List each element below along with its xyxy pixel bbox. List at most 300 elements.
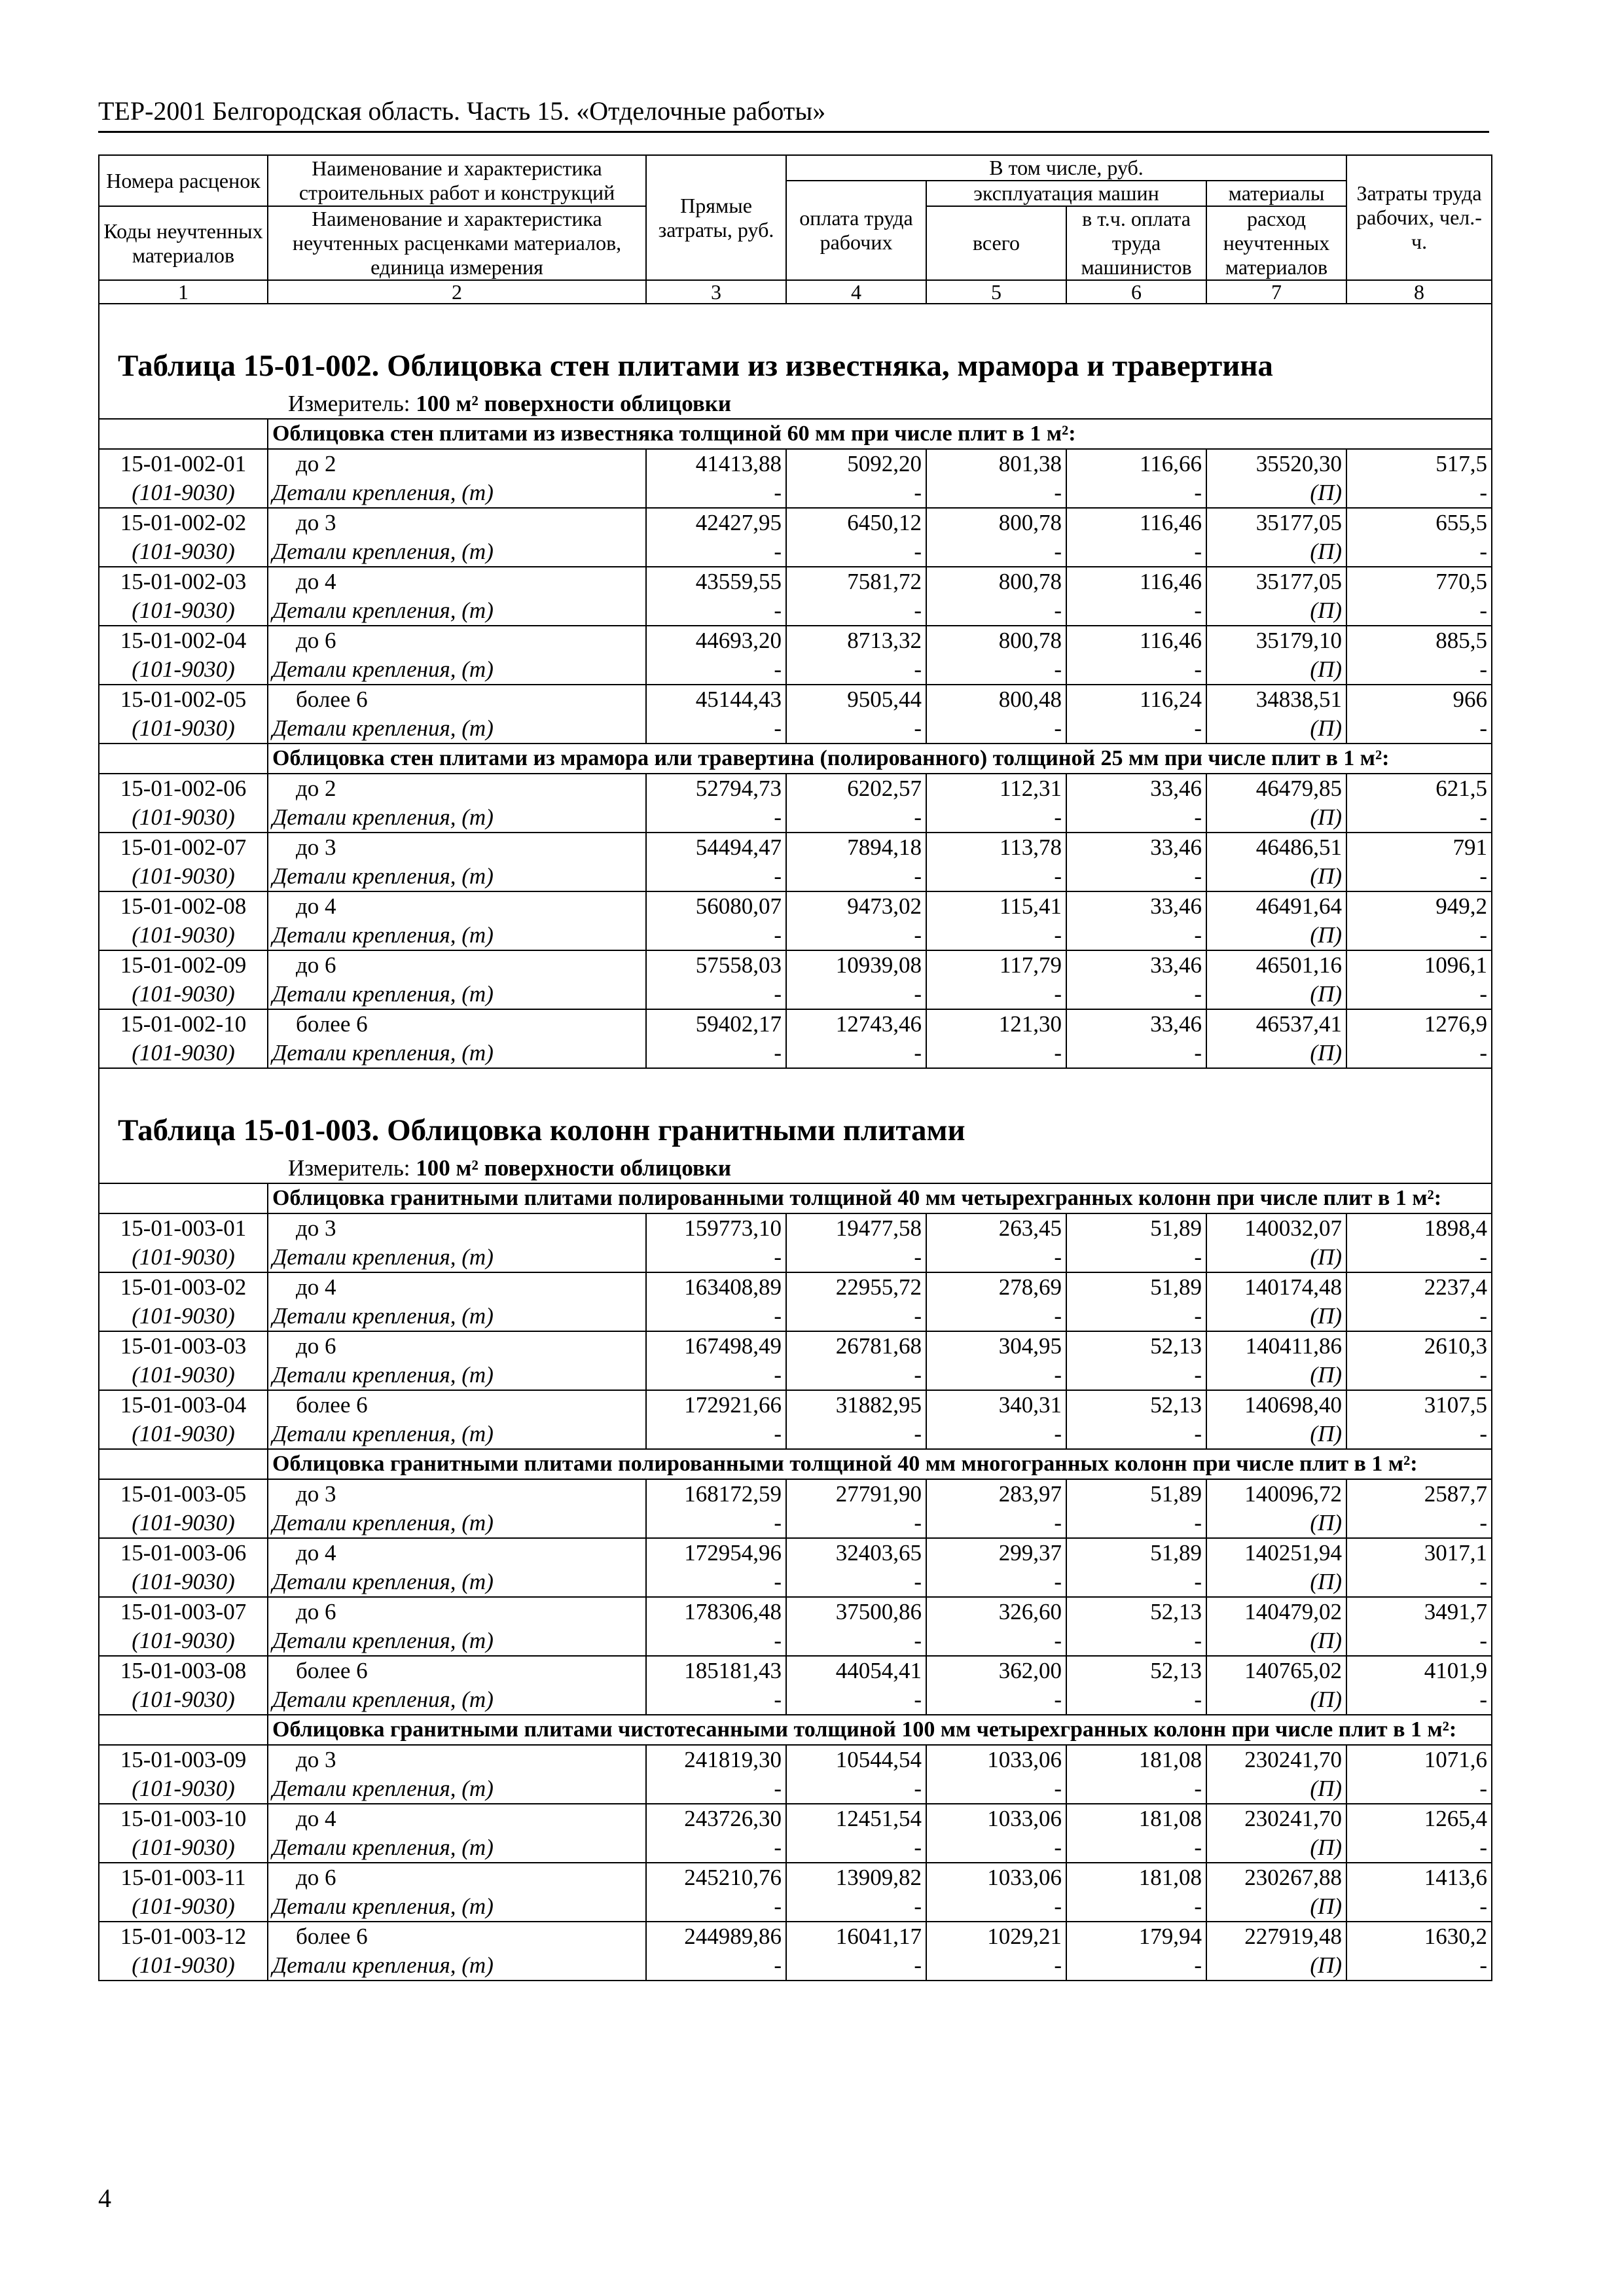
material-name: Детали крепления, (т) [268,1361,646,1390]
labor-costs: 2587,7 [1346,1479,1492,1509]
material-dash: - [646,478,786,508]
material-dash: - [926,478,1066,508]
group-heading: Облицовка гранитными плитами полированными толщиной 40 мм четырехгранных колонн при числе плит в 1 м²: [268,1183,1492,1213]
material-row [99,537,1492,567]
material-name: Детали крепления, (т) [268,1685,646,1715]
material-dash: - [646,1361,786,1390]
material-row [99,921,1492,950]
labor-costs: 1630,2 [1346,1922,1492,1951]
material-code: (101-9030) [99,1951,268,1981]
material-name: Детали крепления, (т) [268,1568,646,1597]
material-flag: (П) [1206,1361,1346,1390]
material-name: Детали крепления, (т) [268,1420,646,1449]
table-row [99,685,1492,714]
material-dash: - [1346,596,1492,626]
col-number: 6 [1066,280,1206,304]
material-name: Детали крепления, (т) [268,1243,646,1272]
material-dash: - [786,1568,926,1597]
direct-costs: 159773,10 [646,1213,786,1243]
machines-total: 326,60 [926,1597,1066,1626]
machines-total: 340,31 [926,1390,1066,1420]
table-row [99,1213,1492,1243]
material-dash: - [1066,478,1206,508]
direct-costs: 245210,76 [646,1863,786,1892]
table-section-cell [99,304,1492,419]
group-heading-row [99,1183,1492,1213]
material-code: (101-9030) [99,1039,268,1068]
material-dash: - [646,655,786,685]
material-dash: - [646,537,786,567]
material-dash: - [1066,980,1206,1009]
rate-name: до 3 [268,1745,646,1774]
material-dash: - [1066,862,1206,891]
material-flag: (П) [1206,714,1346,744]
machinists-pay: 52,13 [1066,1390,1206,1420]
material-dash: - [1346,980,1492,1009]
direct-costs: 243726,30 [646,1804,786,1833]
material-dash: - [786,537,926,567]
material-row [99,1039,1492,1068]
machinists-pay: 181,08 [1066,1863,1206,1892]
rate-code: 15-01-002-01 [99,449,268,478]
material-row [99,714,1492,744]
material-dash: - [926,655,1066,685]
workers-pay: 37500,86 [786,1597,926,1626]
col5-header: всего [926,206,1066,280]
material-dash: - [926,596,1066,626]
labor-costs: 1071,6 [1346,1745,1492,1774]
material-code: (101-9030) [99,1833,268,1863]
rate-code: 15-01-002-03 [99,567,268,596]
material-dash: - [1346,1039,1492,1068]
material-dash: - [926,1568,1066,1597]
rate-name: до 3 [268,833,646,862]
material-code: (101-9030) [99,1626,268,1656]
material-code: (101-9030) [99,921,268,950]
materials-cost: 140096,72 [1206,1479,1346,1509]
rate-name: более 6 [268,1009,646,1039]
material-dash: - [1346,1509,1492,1538]
rate-name: до 3 [268,1479,646,1509]
material-flag: (П) [1206,655,1346,685]
table-section [99,304,1492,419]
labor-costs: 1265,4 [1346,1804,1492,1833]
materials-cost: 46501,16 [1206,950,1346,980]
group-heading-spacer [99,744,268,774]
workers-pay: 8713,32 [786,626,926,655]
rate-name: более 6 [268,685,646,714]
rate-code: 15-01-003-08 [99,1656,268,1685]
machinists-pay: 116,66 [1066,449,1206,478]
labor-costs: 1413,6 [1346,1863,1492,1892]
material-dash: - [1346,655,1492,685]
material-flag: (П) [1206,803,1346,833]
table-row [99,1479,1492,1509]
material-dash: - [646,1626,786,1656]
material-flag: (П) [1206,1774,1346,1804]
material-name: Детали крепления, (т) [268,655,646,685]
material-dash: - [1346,803,1492,833]
material-dash: - [646,1039,786,1068]
machinists-pay: 33,46 [1066,1009,1206,1039]
col3-header: Прямые затраты, руб. [646,155,786,280]
material-dash: - [1066,1302,1206,1331]
material-dash: - [1346,714,1492,744]
machines-total: 1033,06 [926,1804,1066,1833]
material-row [99,1951,1492,1981]
material-dash: - [1066,1951,1206,1981]
machinists-pay: 51,89 [1066,1213,1206,1243]
material-dash: - [1066,1509,1206,1538]
machines-total: 113,78 [926,833,1066,862]
material-dash: - [786,1361,926,1390]
workers-pay: 10939,08 [786,950,926,980]
material-row [99,803,1492,833]
rate-code: 15-01-002-06 [99,774,268,803]
machinists-pay: 51,89 [1066,1272,1206,1302]
material-dash: - [1066,921,1206,950]
labor-costs: 3107,5 [1346,1390,1492,1420]
material-code: (101-9030) [99,1420,268,1449]
group-heading-row [99,1449,1492,1479]
labor-costs: 885,5 [1346,626,1492,655]
material-dash: - [926,1626,1066,1656]
rate-code: 15-01-003-09 [99,1745,268,1774]
table-row [99,1922,1492,1951]
material-name: Детали крепления, (т) [268,803,646,833]
rate-name: до 4 [268,1272,646,1302]
table-row [99,449,1492,478]
direct-costs: 178306,48 [646,1597,786,1626]
material-flag: (П) [1206,1568,1346,1597]
machines-total: 800,78 [926,508,1066,537]
table-row [99,567,1492,596]
table-row [99,1272,1492,1302]
material-dash: - [926,980,1066,1009]
table-row [99,1745,1492,1774]
material-flag: (П) [1206,1833,1346,1863]
rate-code: 15-01-003-01 [99,1213,268,1243]
machines-total: 117,79 [926,950,1066,980]
table-row [99,950,1492,980]
measure-value: 100 м² поверхности облицовки [416,1155,732,1181]
rate-code: 15-01-003-05 [99,1479,268,1509]
material-name: Детали крепления, (т) [268,596,646,626]
material-flag: (П) [1206,1302,1346,1331]
labor-costs: 770,5 [1346,567,1492,596]
material-dash: - [646,1420,786,1449]
material-name: Детали крепления, (т) [268,1509,646,1538]
col7-header: расход неучтенных материалов [1206,206,1346,280]
group-heading: Облицовка стен плитами из известняка толщиной 60 мм при числе плит в 1 м²: [268,419,1492,449]
table-section-cell [99,1068,1492,1183]
material-dash: - [926,1361,1066,1390]
material-dash: - [1346,537,1492,567]
materials-cost: 46537,41 [1206,1009,1346,1039]
rate-name: до 3 [268,508,646,537]
material-dash: - [926,1774,1066,1804]
rate-code: 15-01-002-05 [99,685,268,714]
direct-costs: 52794,73 [646,774,786,803]
material-dash: - [926,1420,1066,1449]
material-name: Детали крепления, (т) [268,1951,646,1981]
machinists-pay: 179,94 [1066,1922,1206,1951]
material-name: Детали крепления, (т) [268,1039,646,1068]
direct-costs: 45144,43 [646,685,786,714]
machines-total: 304,95 [926,1331,1066,1361]
direct-costs: 41413,88 [646,449,786,478]
machines-total: 1033,06 [926,1863,1066,1892]
material-dash: - [786,1302,926,1331]
rate-code: 15-01-003-10 [99,1804,268,1833]
materials-cost: 230267,88 [1206,1863,1346,1892]
col4-header: оплата труда рабочих [786,181,926,280]
rate-code: 15-01-002-08 [99,891,268,921]
materials-cost: 35177,05 [1206,508,1346,537]
machinists-pay: 52,13 [1066,1597,1206,1626]
group-heading-row [99,744,1492,774]
material-dash: - [926,1509,1066,1538]
col8-header: Затраты труда рабочих, чел.-ч. [1346,155,1492,280]
materials-cost: 140765,02 [1206,1656,1346,1685]
material-dash: - [786,596,926,626]
machinists-pay: 33,46 [1066,950,1206,980]
material-dash: - [646,1243,786,1272]
machines-total: 1033,06 [926,1745,1066,1774]
direct-costs: 163408,89 [646,1272,786,1302]
material-dash: - [1346,862,1492,891]
col6-header: в т.ч. оплата труда машинистов [1066,206,1206,280]
material-code: (101-9030) [99,1774,268,1804]
material-dash: - [926,1833,1066,1863]
workers-pay: 6202,57 [786,774,926,803]
machines-total: 800,78 [926,567,1066,596]
machines-total: 800,48 [926,685,1066,714]
col-number: 5 [926,280,1066,304]
table-row [99,1597,1492,1626]
machines-total: 283,97 [926,1479,1066,1509]
rate-name: более 6 [268,1390,646,1420]
material-dash: - [646,1951,786,1981]
material-dash: - [646,1833,786,1863]
machinists-pay: 52,13 [1066,1656,1206,1685]
rate-name: до 6 [268,1331,646,1361]
table-row [99,508,1492,537]
material-flag: (П) [1206,1626,1346,1656]
material-dash: - [786,1892,926,1922]
machinists-pay: 181,08 [1066,1745,1206,1774]
material-dash: - [786,1626,926,1656]
material-dash: - [646,714,786,744]
material-dash: - [1346,1420,1492,1449]
workers-pay: 13909,82 [786,1863,926,1892]
material-dash: - [786,1951,926,1981]
material-code: (101-9030) [99,1302,268,1331]
material-row [99,1626,1492,1656]
material-dash: - [1066,1833,1206,1863]
machinists-pay: 33,46 [1066,891,1206,921]
group-heading-spacer [99,1715,268,1745]
material-row [99,1833,1492,1863]
material-dash: - [1066,803,1206,833]
col-number: 1 [99,280,268,304]
col-number: 2 [268,280,646,304]
direct-costs: 43559,55 [646,567,786,596]
direct-costs: 44693,20 [646,626,786,655]
material-dash: - [1066,537,1206,567]
material-row [99,1892,1492,1922]
table-row [99,1863,1492,1892]
direct-costs: 241819,30 [646,1745,786,1774]
group-heading-spacer [99,419,268,449]
material-code: (101-9030) [99,1361,268,1390]
rate-code: 15-01-002-09 [99,950,268,980]
material-flag: (П) [1206,537,1346,567]
material-dash: - [786,478,926,508]
material-row [99,478,1492,508]
material-dash: - [926,1039,1066,1068]
material-flag: (П) [1206,980,1346,1009]
in-total-header: В том числе, руб. [786,155,1346,181]
material-dash: - [1346,1833,1492,1863]
material-dash: - [786,1774,926,1804]
material-row [99,1361,1492,1390]
materials-cost: 46486,51 [1206,833,1346,862]
material-name: Детали крепления, (т) [268,1774,646,1804]
rate-code: 15-01-003-03 [99,1331,268,1361]
group-heading: Облицовка стен плитами из мрамора или травертина (полированного) толщиной 25 мм при числе плит в 1 м²: [268,744,1492,774]
material-code: (101-9030) [99,980,268,1009]
direct-costs: 167498,49 [646,1331,786,1361]
material-dash: - [1346,1892,1492,1922]
machines-total: 800,78 [926,626,1066,655]
workers-pay: 6450,12 [786,508,926,537]
direct-costs: 172921,66 [646,1390,786,1420]
workers-pay: 26781,68 [786,1331,926,1361]
group-heading-row [99,419,1492,449]
rate-name: до 2 [268,449,646,478]
rate-name: до 6 [268,1863,646,1892]
direct-costs: 244989,86 [646,1922,786,1951]
material-dash: - [786,655,926,685]
material-dash: - [786,1509,926,1538]
direct-costs: 56080,07 [646,891,786,921]
measure-label: Измеритель: [288,391,410,416]
table-body [99,304,1492,1981]
measure-value: 100 м² поверхности облицовки [416,391,732,416]
machinists-pay: 116,46 [1066,567,1206,596]
material-dash: - [646,921,786,950]
material-code: (101-9030) [99,862,268,891]
material-code: (101-9030) [99,596,268,626]
column-numbers-row [99,280,1492,304]
material-dash: - [1346,478,1492,508]
workers-pay: 9505,44 [786,685,926,714]
material-dash: - [1346,1302,1492,1331]
machinists-pay: 116,46 [1066,508,1206,537]
direct-costs: 172954,96 [646,1538,786,1568]
table-header [99,155,1492,304]
material-dash: - [786,921,926,950]
group-heading-spacer [99,1183,268,1213]
workers-pay: 27791,90 [786,1479,926,1509]
group-heading-row [99,1715,1492,1745]
table-measure [103,1154,1487,1183]
rate-code: 15-01-002-02 [99,508,268,537]
rate-name: до 4 [268,1538,646,1568]
material-dash: - [646,1774,786,1804]
material-code: (101-9030) [99,655,268,685]
material-flag: (П) [1206,862,1346,891]
machines-total: 115,41 [926,891,1066,921]
material-row [99,1509,1492,1538]
material-dash: - [926,1243,1066,1272]
material-row [99,1243,1492,1272]
materials-cost: 140251,94 [1206,1538,1346,1568]
machines-total: 362,00 [926,1656,1066,1685]
material-name: Детали крепления, (т) [268,980,646,1009]
material-dash: - [786,1420,926,1449]
workers-pay: 7894,18 [786,833,926,862]
labor-costs: 1898,4 [1346,1213,1492,1243]
labor-costs: 1096,1 [1346,950,1492,980]
material-dash: - [786,803,926,833]
col1-bottom-header: Коды неучтенных материалов [99,206,268,280]
material-dash: - [1346,1774,1492,1804]
material-code: (101-9030) [99,1685,268,1715]
material-dash: - [786,980,926,1009]
material-flag: (П) [1206,1420,1346,1449]
machines-total: 299,37 [926,1538,1066,1568]
workers-pay: 7581,72 [786,567,926,596]
materials-cost: 230241,70 [1206,1745,1346,1774]
material-dash: - [1066,1039,1206,1068]
material-dash: - [1066,714,1206,744]
material-flag: (П) [1206,596,1346,626]
material-dash: - [926,1302,1066,1331]
material-row [99,862,1492,891]
material-code: (101-9030) [99,537,268,567]
material-row [99,1420,1492,1449]
material-dash: - [926,1892,1066,1922]
material-code: (101-9030) [99,1509,268,1538]
material-dash: - [926,714,1066,744]
workers-pay: 12451,54 [786,1804,926,1833]
labor-costs: 621,5 [1346,774,1492,803]
materials-cost: 140479,02 [1206,1597,1346,1626]
table-row [99,1804,1492,1833]
materials-cost: 34838,51 [1206,685,1346,714]
rate-code: 15-01-002-04 [99,626,268,655]
material-name: Детали крепления, (т) [268,478,646,508]
table-row [99,1538,1492,1568]
machinists-pay: 51,89 [1066,1538,1206,1568]
material-code: (101-9030) [99,478,268,508]
materials-cost: 140174,48 [1206,1272,1346,1302]
material-dash: - [926,803,1066,833]
labor-costs: 3491,7 [1346,1597,1492,1626]
machines-total: 1029,21 [926,1922,1066,1951]
rate-code: 15-01-003-07 [99,1597,268,1626]
labor-costs: 3017,1 [1346,1538,1492,1568]
material-dash: - [926,537,1066,567]
material-dash: - [646,862,786,891]
workers-pay: 31882,95 [786,1390,926,1420]
table-section [99,1068,1492,1183]
material-dash: - [1066,1568,1206,1597]
material-dash: - [1066,1685,1206,1715]
material-row [99,980,1492,1009]
